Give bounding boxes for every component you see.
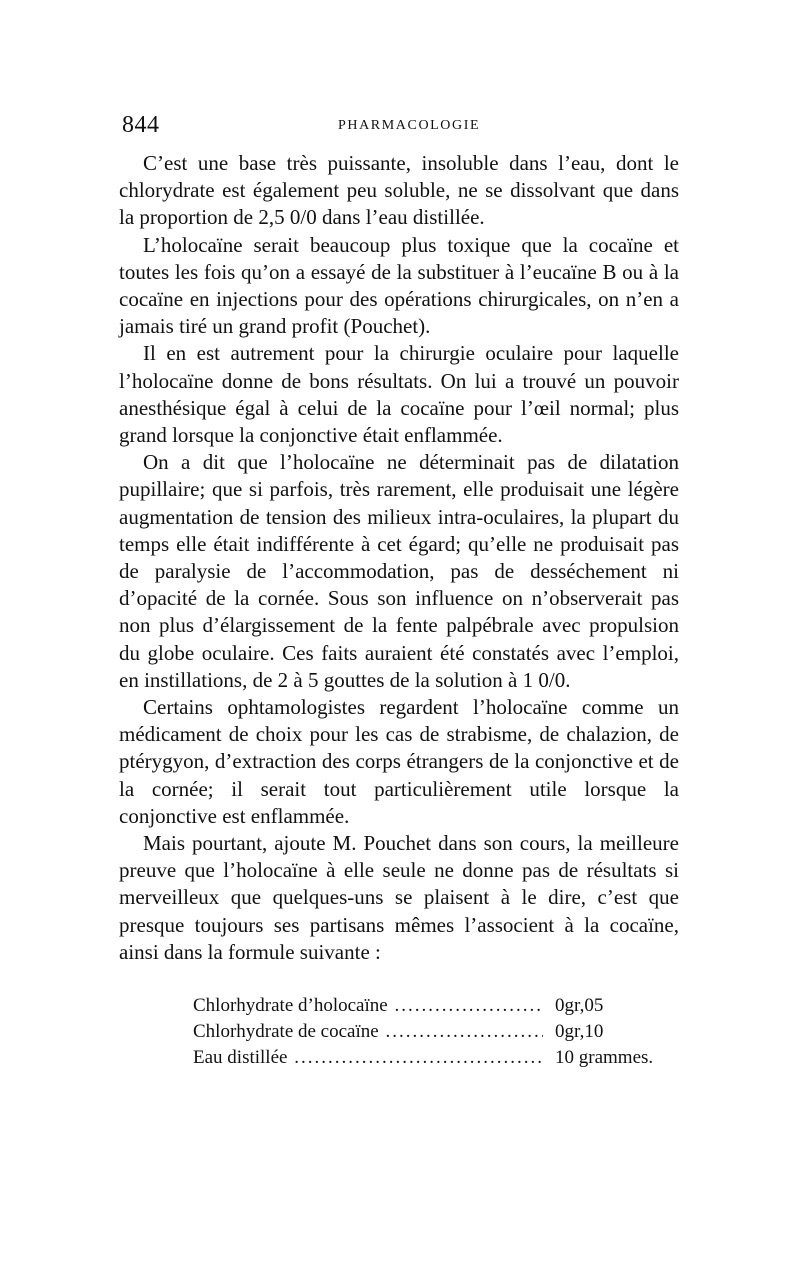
paragraph: L’holocaïne serait beaucoup plus toxique que la cocaïne et toutes les fois qu’on a essayé de la substituer à l’eucaïne B ou à la cocaïne en injections pour des opérations chirurgicales, on n’en a jamais tiré un grand profit (Pouchet). [119,232,679,339]
formula-quantity: 0gr,05 [551,993,603,1019]
paragraph: C’est une base très puissante, insoluble dans l’eau, dont le chlorydrate est également peu soluble, ne se dissolvant que dans la proportion de 2,5 0/0 dans l’eau distillée. [119,151,679,230]
prescription-formula [193,993,659,1071]
body-text [119,150,679,966]
formula-quantity: 0gr,10 [551,1019,603,1045]
formula-row [193,993,659,1019]
paragraph: On a dit que l’holocaïne ne déterminait pas de dilatation pupillaire; que si parfois, très rarement, elle produisait une légère augmentation de tension des milieux intra-oculaires, la plupart du temps elle était indifférente à cet égard; qu’elle ne produisait pas de paralysie de l’accommodation, pas de desséchement ni d’opacité de la cornée. Sous son influence on n’observerait pas non plus d’élargissement de la fente palpébrale avec propulsion du globe oculaire. Ces faits auraient été constatés avec l’emploi, en instillations, de 2 à 5 gouttes de la solution à 1 0/0. [119,450,679,692]
page-header [118,110,680,150]
formula-row [193,1019,659,1045]
paragraph: Certains ophtamologistes regardent l’holocaïne comme un médicament de choix pour les cas de strabisme, de chalazion, de ptérygyon, d’extraction des corps étrangers de la conjonctive et de la cornée; il serait tout particulièrement utile lorsque la conjonctive est enflammée. [119,695,679,828]
page-number: 844 [122,112,160,138]
formula-ingredient: Chlorhydrate d’holocaïne ..... [193,993,543,1019]
paragraph: Mais pourtant, ajoute M. Pouchet dans son cours, la meilleure preuve que l’holocaïne à elle seule ne donne pas de résultats si merveilleux que quelques-uns se plaisent à le dire, c’est que presque toujours ses partisans mêmes l’associent à la cocaïne, ainsi dans la formule suivante : [119,831,679,964]
formula-quantity: 10 grammes. [551,1045,653,1071]
formula-row [193,1045,659,1071]
running-head: PHARMACOLOGIE [338,118,481,133]
paragraph: Il en est autrement pour la chirurgie oculaire pour laquelle l’holocaïne donne de bons résultats. On lui a trouvé un pouvoir anesthésique égal à celui de la cocaïne pour l’œil normal; plus grand lorsque la conjonctive était enflammée. [119,341,679,448]
formula-ingredient: Eau distillée ..... [193,1045,543,1071]
formula-ingredient: Chlorhydrate de cocaïne ..... [193,1019,543,1045]
